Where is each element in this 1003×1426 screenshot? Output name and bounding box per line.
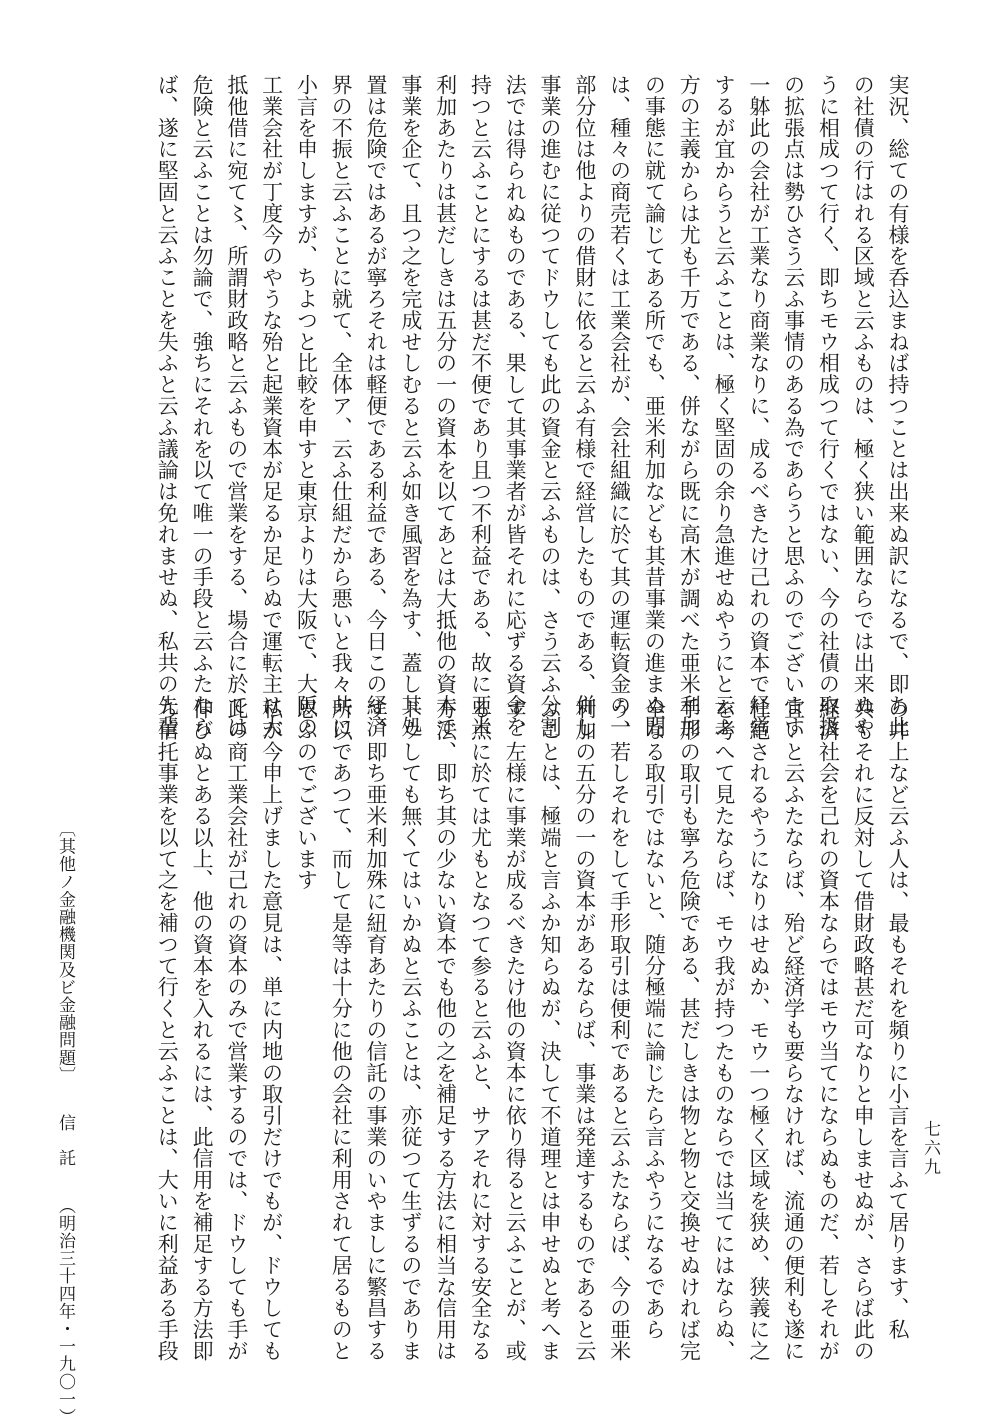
text-column: 経済社会を己れの資本ならではモウ当てにならぬものだ、若しそれが <box>816 698 841 1362</box>
text-column: ば、遂に堅固と云ふことを失ふと云ふ議論は免れませぬ、私共の先輩 <box>155 74 180 738</box>
text-column: す、即ち亜米利加殊に紐育あたりの信託の事業のいやましに繁昌する <box>364 698 389 1362</box>
text-column: 全なる取引ではないと、随分極端に論じたら言ふやうになるであら <box>642 698 667 1340</box>
text-column: 置は危険ではあるが寧ろそれは軽便である利益である、今日この経済 <box>364 74 389 738</box>
text-column: 方法、即ち其の少ない資本でも他の之を補足する方法に相当な信用は <box>433 698 458 1362</box>
text-column: う、若しそれをして手形取引は便利であると云ふたならば、今の亜米 <box>607 698 632 1362</box>
text-column: 小言を申しますが、ちよつと比較を申すと東京よりは大阪で、大阪の <box>294 74 319 738</box>
header-date: （明治三十四年・一九〇一） <box>55 1196 75 1426</box>
text-column: の拡張点は勢ひさう云ふ事情のある為であらうと思ふのでございます <box>781 74 806 738</box>
text-column: の社債の行はれる区域と云ふものは、極く狭い範囲ならでは出来ぬや <box>851 74 876 738</box>
text-column: る点に於ては尤もとなつて参ると云ふと、サアそれに対する安全なる <box>468 698 493 1362</box>
text-column: 界の不振と云ふことに就て、全体ア、云ふ仕組だから悪いと我々共に <box>329 74 354 738</box>
text-column: ち信托事業を以て之を補つて行くと云ふことは、大いに利益ある手段 <box>155 698 180 1362</box>
text-column: 事業を企て、且つ之を完成せしむると云ふ如き風習を為す、蓋し其処 <box>398 74 423 738</box>
text-column: 実況、総ての有様を呑込まねば持つことは出来ぬ訳になるで、即ち此 <box>886 74 910 738</box>
text-column: を考へて見たならば、モウ我が持つたものならでは当てにはならぬ、 <box>712 698 737 1362</box>
text-column: す、左様に事業が成るべきたけ他の資本に依り得ると云ふことが、或 <box>503 698 528 1362</box>
text-column: 工業会社が丁度今のやうな殆と起業資本が足るか足らぬで運転主は大 <box>259 74 284 738</box>
text-column: 所以であつて、而して是等は十分に他の会社に利用されて居るものと <box>329 698 354 1362</box>
text-column: 此の商工業会社が己れの資本のみで営業するのでは、ドウしても手が <box>224 698 249 1362</box>
running-header <box>52 820 78 1426</box>
text-column: 事業の進むに従つてドウしても此の資金と云ふものは、さう云ふ分割 <box>538 74 563 738</box>
text-column: するが宜からうと云ふことは、極く堅固の余り急進せぬやうにと云ふ <box>712 74 737 738</box>
text-column: 危険と云ふことは勿論で、強ちにそれを以て唯一の手段と云ふたなら <box>190 74 215 738</box>
text-column: うに相成つて行く、即ちモウ相成つて行くではない、今の社債の取扱 <box>816 74 841 738</box>
text-column: 利加の五分の一の資本があるならば、事業は発達するものであると云 <box>572 698 597 1362</box>
text-column: 伸びぬとある以上、他の資本を入れるには、此信用を補足する方法即 <box>190 698 215 1362</box>
text-column: 方の主義からは尤も千万である、併ながら既に高木が調べた亜米利加 <box>677 74 702 738</box>
page-number: 七六九 <box>920 1120 940 1177</box>
text-column: 持つと云ふことにするは甚だ不便であり且つ不利益である、故に亜米 <box>468 74 493 738</box>
header-section: 〔其他ノ金融機関及ビ金融問題〕 <box>55 820 75 1084</box>
text-block-bottom <box>155 698 915 1362</box>
text-column: 私が今申上げました意見は、単に内地の取引だけでもが、ドウしても <box>259 698 284 1362</box>
text-column: の事態に就て論じてある所でも、亜米利加なども其昔事業の進まぬ間 <box>642 74 667 738</box>
text-column: は、種々の商売若くは工業会社が、会社組織に於て其の運転資金の一 <box>607 74 632 738</box>
text-column: 抵他借に宛て〻、所謂財政略と云ふもので営業をする、場合に於ては <box>224 74 249 738</box>
text-column: 手形の取引も寧ろ危険である、甚だしきは物と物と交換せぬければ完 <box>677 698 702 1362</box>
text-column: 部分位は他よりの借財に依ると云ふ有様で経営したものである、併し <box>572 74 597 738</box>
text-column: ドウしても無くてはいかぬと云ふことは、亦従つて生ずるのでありま <box>398 698 423 1362</box>
text-column: 法では得られぬものである、果して其事業者が皆それに応ずる資金を <box>503 74 528 738</box>
text-column: ふことは、極端と言ふか知らぬが、決して不道理とは申せぬと考へま <box>538 698 563 1362</box>
text-column: 杜絶されるやうになりはせぬか、モウ一つ極く区域を狭め、狭義に之 <box>746 698 771 1362</box>
text-block-top <box>155 74 915 738</box>
text-column: 一躰此の会社が工業なり商業なりに、成るべきたけ己れの資本で経営 <box>746 74 771 738</box>
text-column: 宜いと云ふたならば、殆ど経済学も要らなければ、流通の便利も遂に <box>781 698 806 1362</box>
header-subject: 信 託 <box>55 1114 75 1167</box>
text-column: 利加あたりは甚だしきは五分の一の資本を以てあとは大抵他の資本で <box>433 74 458 738</box>
text-column: 共もそれに反対して借財政略甚だ可なりと申しませぬが、さらば此の <box>851 698 876 1362</box>
text-column: の井上など云ふ人は、最もそれを頻りに小言を言ふて居ります、私 <box>886 698 910 1340</box>
text-column: 思ふのでございます <box>294 698 319 891</box>
